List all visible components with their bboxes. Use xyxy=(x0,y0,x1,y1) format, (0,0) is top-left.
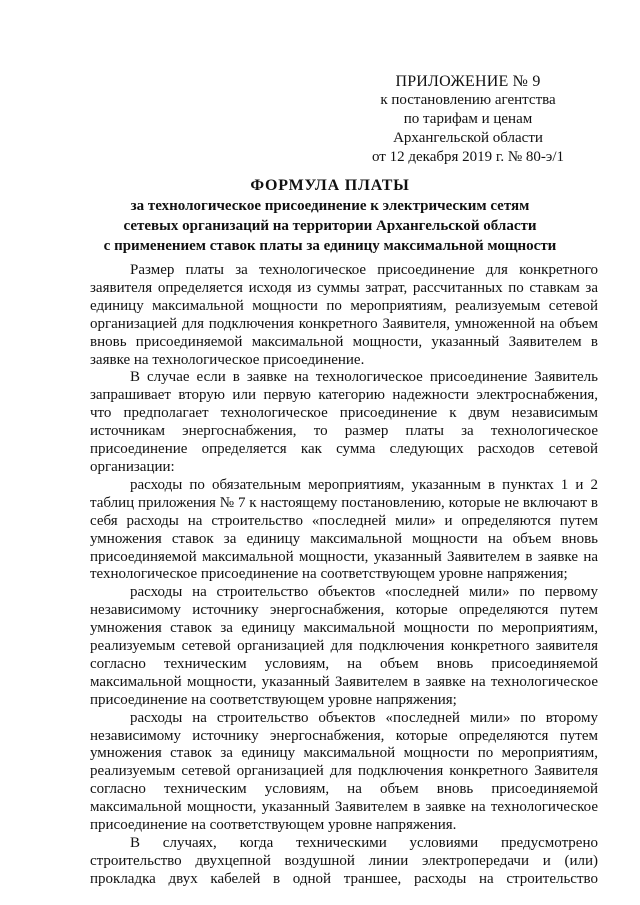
appendix-title: ПРИЛОЖЕНИЕ № 9 xyxy=(395,73,541,90)
appendix-line-1: к постановлению агентства xyxy=(380,92,556,108)
title-line-2: сетевых организаций на территории Архангельской области xyxy=(123,218,537,234)
title-line-3: с применением ставок платы за единицу максимальной мощности xyxy=(103,238,557,254)
paragraph: Размер платы за технологическое присоединение для конкретного заявителя определяется исходя из суммы затрат, рассчитанных по ставкам за единицу максимальной мощности по мероприятиям, реализуемым сетевой организацией для подключения конкретного Заявителя, умноженной на объем вновь присоединяемой максимальной мощности, указанный Заявителем в заявке на технологическое присоединение. xyxy=(90,262,598,368)
paragraph: расходы по обязательным мероприятиям, указанным в пунктах 1 и 2 таблиц приложения № 7 к настоящему постановлению, которые не включают в себя расходы на строительство «последней мили» и определяются путем умножения ставок за единицу максимальной мощности на объем вновь присоединяемой максимальной мощности, указанный Заявителем в заявке на технологическое присоединение на соответствующем уровне напряжения; xyxy=(90,476,598,583)
document-title xyxy=(80,176,580,256)
paragraph: расходы на строительство объектов «последней мили» по первому независимому источнику энергоснабжения, которые определяются путем умножения ставок за единицу максимальной мощности по мероприятиям, реализуемым сетевой организацией для подключения конкретного заявителя согласно техническим условиям, на объем вновь присоединяемой максимальной мощности, указанный Заявителем в заявке на технологическое присоединение на соответствующем уровне напряжения; xyxy=(90,584,598,708)
appendix-line-3: Архангельской области xyxy=(393,130,543,146)
appendix-header xyxy=(358,72,578,167)
appendix-line-4: от 12 декабря 2019 г. № 80-э/1 xyxy=(371,149,565,165)
paragraph: расходы на строительство объектов «последней мили» по второму независимому источнику энергоснабжения, которые определяются путем умножения ставок за единицу максимальной мощности по мероприятиям, реализуемым сетевой организацией для подключения конкретного Заявителя согласно техническим условиям, на объем вновь присоединяемой максимальной мощности, указанный Заявителем в заявке на технологическое присоединение на соответствующем уровне напряжения. xyxy=(90,709,598,834)
title-line-1: за технологическое присоединение к электрическим сетям xyxy=(130,198,530,214)
document-body xyxy=(90,262,598,889)
paragraph: В случаях, когда техническими условиями предусмотрено строительство двухцепной воздушной линии электропередачи и (или) прокладка двух кабелей в одной траншее, расходы на строительство xyxy=(90,835,598,887)
appendix-line-2: по тарифам и ценам xyxy=(403,111,533,127)
paragraph: В случае если в заявке на технологическое присоединение Заявитель запрашивает вторую или первую категорию надежности электроснабжения, что предполагает технологическое присоединение к двум независимым источникам энергоснабжения, то размер платы за технологическое присоединение определяется как сумма следующих расходов сетевой организации: xyxy=(90,369,598,475)
title-main: ФОРМУЛА ПЛАТЫ xyxy=(250,177,410,194)
